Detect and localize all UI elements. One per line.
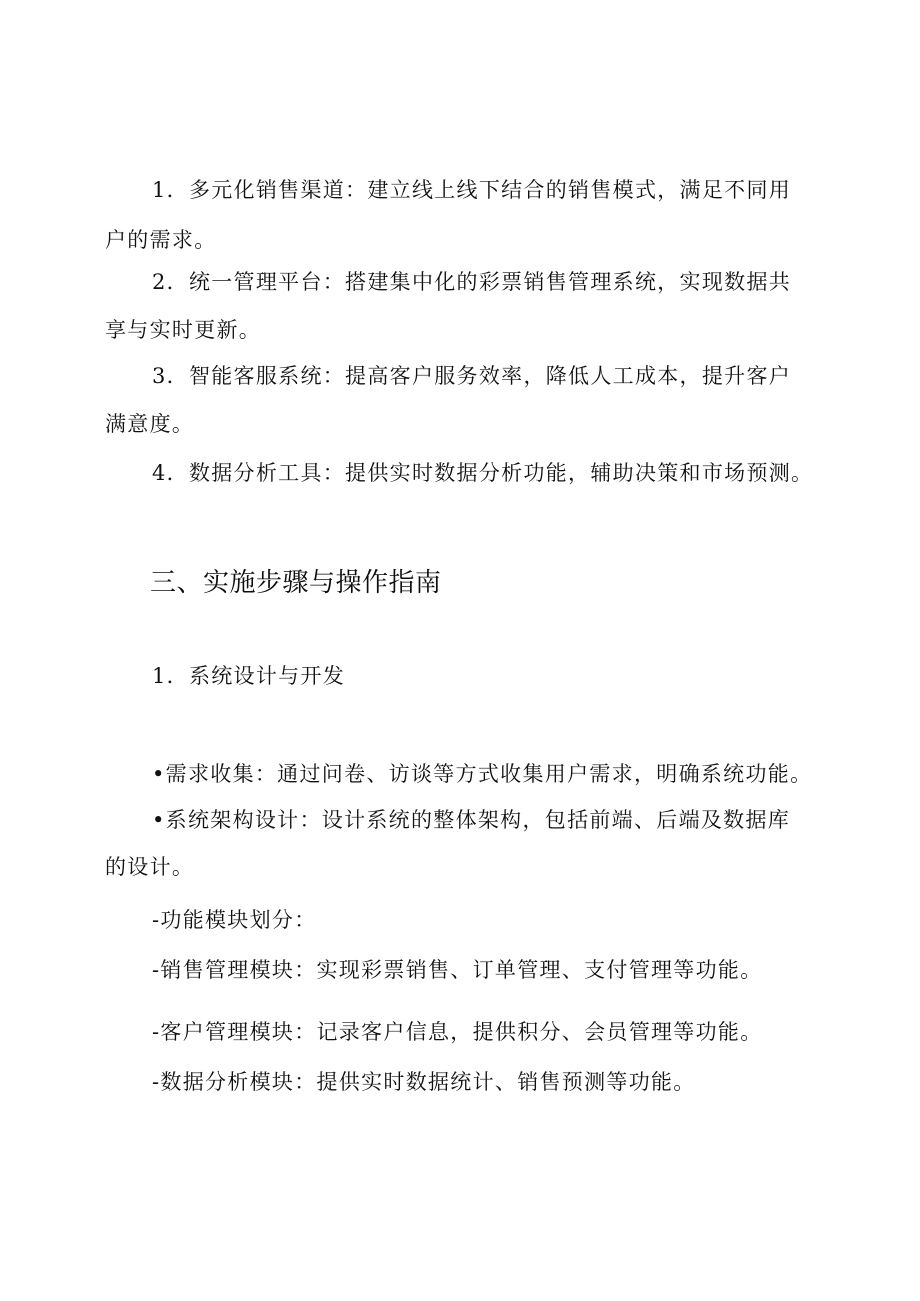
module-item-data-analysis: -数据分析模块：提供实时数据统计、销售预测等功能。 [152, 1070, 696, 1094]
bullet-item-2-line-2: 的设计。 [105, 855, 195, 879]
list-item-2-line-2: 享与实时更新。 [105, 318, 262, 342]
list-item-1-line-2: 户的需求。 [105, 228, 217, 252]
module-item-customer: -客户管理模块：记录客户信息，提供积分、会员管理等功能。 [152, 1020, 763, 1044]
module-item-sales: -销售管理模块：实现彩票销售、订单管理、支付管理等功能。 [152, 958, 763, 982]
list-item-4-line-1: 4．数据分析工具：提供实时数据分析功能，辅助决策和市场预测。 [152, 461, 814, 485]
subsection-heading: 1．系统设计与开发 [152, 664, 346, 688]
list-item-3-line-2: 满意度。 [105, 412, 195, 436]
module-heading: -功能模块划分： [152, 908, 317, 932]
list-item-3-line-1: 3．智能客服系统：提高客户服务效率，降低人工成本，提升客户 [152, 364, 792, 388]
list-item-1-line-1: 1．多元化销售渠道：建立线上线下结合的销售模式，满足不同用 [152, 178, 792, 202]
bullet-item-2-line-1: •系统架构设计：设计系统的整体架构，包括前端、后端及数据库 [152, 808, 791, 832]
list-item-2-line-1: 2．统一管理平台：搭建集中化的彩票销售管理系统，实现数据共 [152, 270, 792, 294]
bullet-item-1-line-1: •需求收集：通过问卷、访谈等方式收集用户需求，明确系统功能。 [152, 762, 813, 786]
section-three-heading: 三、实施步骤与操作指南 [150, 568, 442, 598]
